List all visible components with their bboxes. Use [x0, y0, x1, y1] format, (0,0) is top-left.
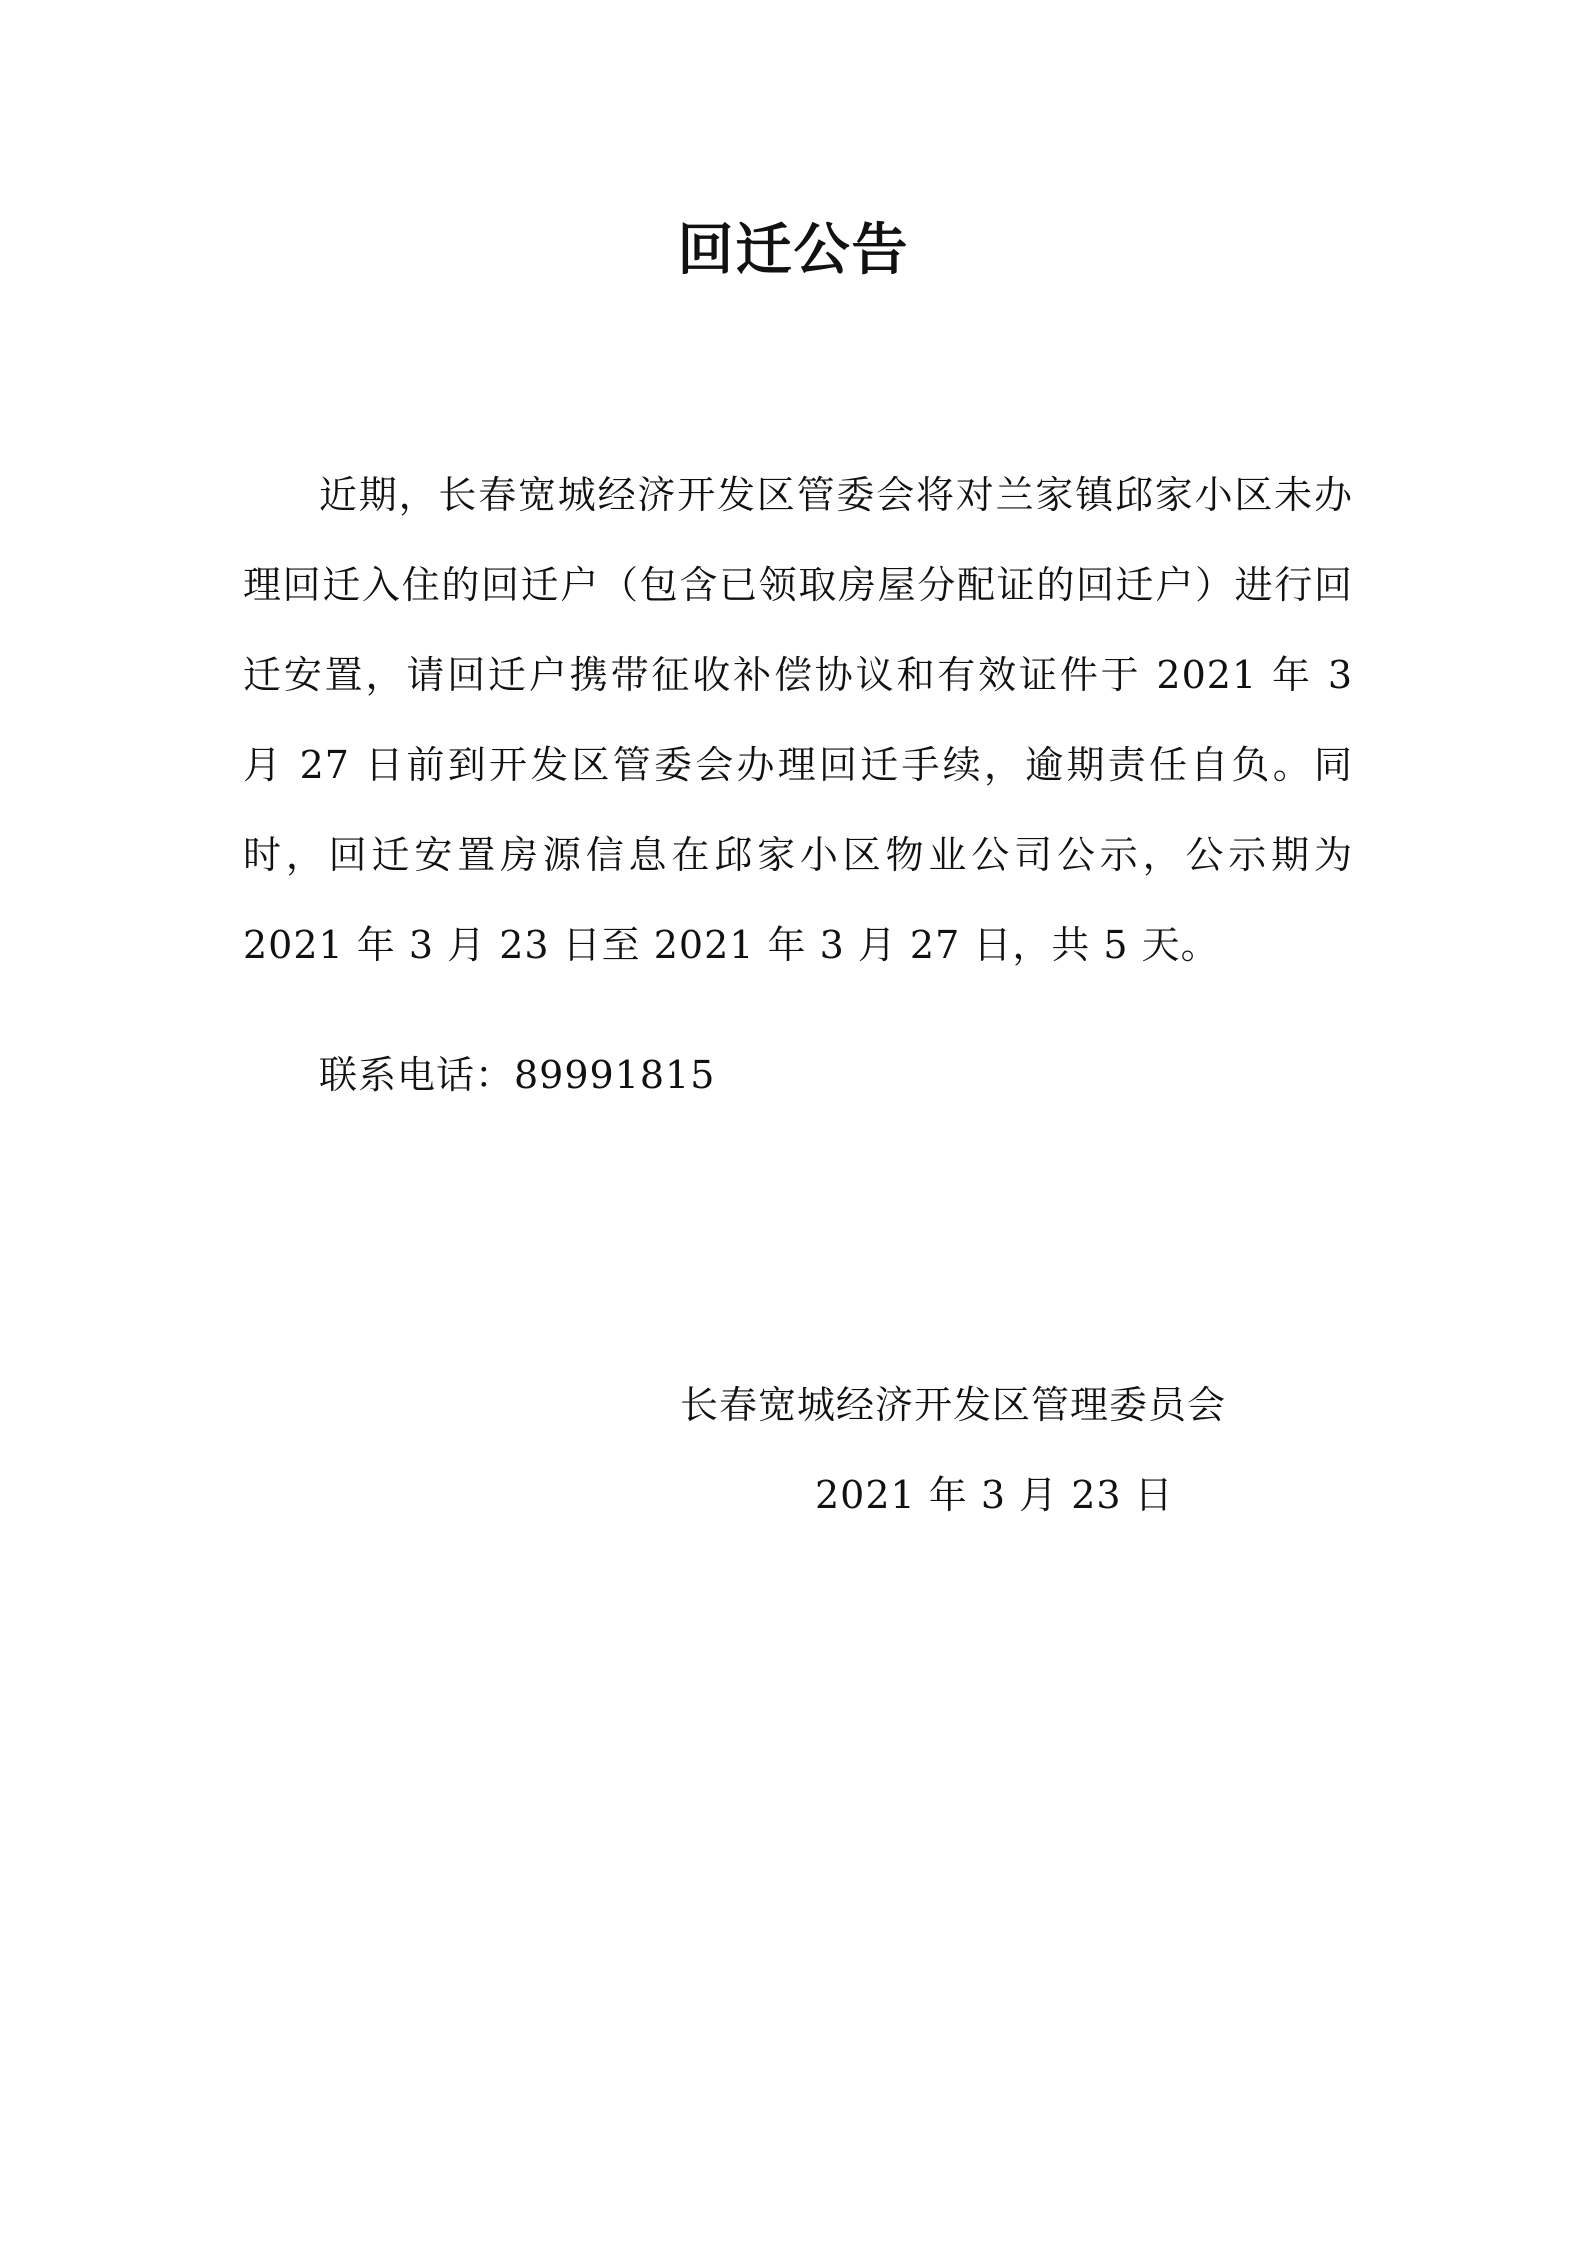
notice-body: 近期，长春宽城经济开发区管委会将对兰家镇邱家小区未办理回迁入住的回迁户（包含已领取房屋分配证的回迁户）进行回迁安置，请回迁户携带征收补偿协议和有效证件于 2021 年 3 月 27 日前到开发区管委会办理回迁手续，逾期责任自负。同时，回迁安置房源信息在邱家小区物业公司公示，公示期为 2021 年 3 月 23 日至 2021 年 3 月 27 日，共 5 天。 — [243, 473, 1353, 967]
contact-phone: 联系电话：89991815 — [319, 1053, 716, 1097]
notice-title: 回迁公告 — [677, 217, 910, 283]
issue-date: 2021 年 3 月 23 日 — [815, 1473, 1174, 1517]
issuer-signature: 长春宽城经济开发区管理委员会 — [680, 1383, 1227, 1427]
